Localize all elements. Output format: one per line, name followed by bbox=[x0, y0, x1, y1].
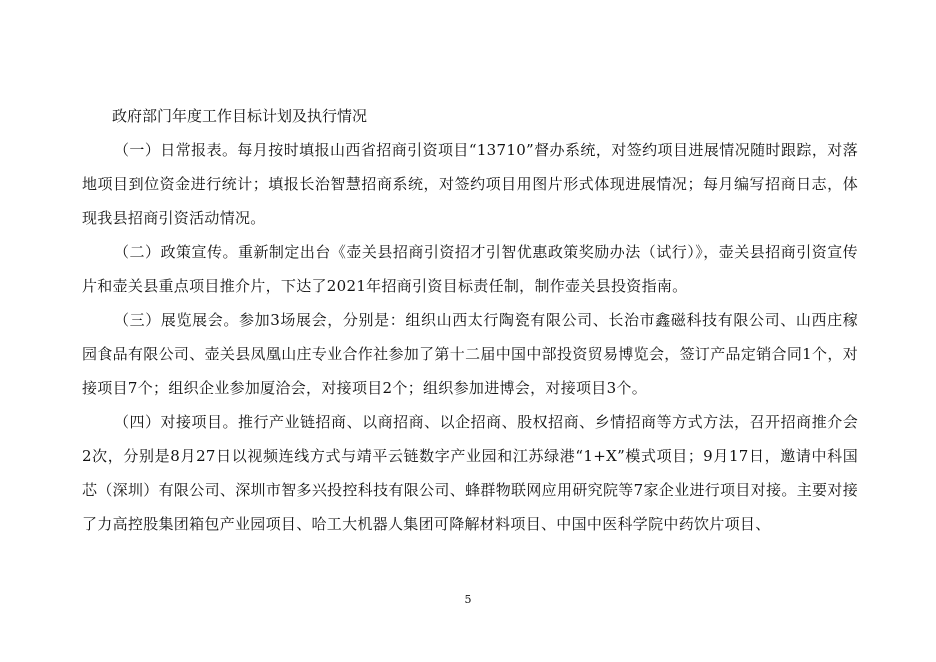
paragraph-daily-reports: （一）日常报表。每月按时填报山西省招商引资项目“13710”督办系统，对签约项目进展情况随时跟踪，对落地项目到位资金进行统计；填报长治智慧招商系统，对签约项目用图片形式体现进展情况；每月编写招商日志，体现我县招商引资活动情况。 bbox=[82, 141, 858, 227]
paragraph-exhibitions: （三）展览展会。参加3场展会，分别是：组织山西太行陶瓷有限公司、长治市鑫磁科技有限公司、山西庄稼园食品有限公司、壶关县凤凰山庄专业合作社参加了第十二届中国中部投资贸易博览会，签订产品定销合同1个，对接项目7个；组织企业参加厦洽会，对接项目2个；组织参加进博会，对接项目3个。 bbox=[82, 311, 858, 397]
paragraph-project-docking: （四）对接项目。推行产业链招商、以商招商、以企招商、股权招商、乡情招商等方式方法，召开招商推介会2次，分别是8月27日以视频连线方式与靖平云链数字产业园和江苏绿港“1+X”模式项目；9月17日，邀请中科国芯（深圳）有限公司、深圳市智多兴投控科技有限公司、蜂群物联网应用研究院等7家企业进行项目对接。主要对接了力高控股集团箱包产业园项目、哈工大机器人集团可降解材料项目、中国中医科学院中药饮片项目、 bbox=[82, 413, 858, 533]
paragraph-policy-promotion: （二）政策宣传。重新制定出台《壶关县招商引资招才引智优惠政策奖励办法（试行）》，壶关县招商引资宣传片和壶关县重点项目推介片，下达了2021年招商引资目标责任制，制作壶关县投资指南。 bbox=[82, 243, 858, 295]
page-number: 5 bbox=[464, 593, 472, 606]
document-body bbox=[82, 99, 858, 541]
document-heading: 政府部门年度工作目标计划及执行情况 bbox=[112, 107, 368, 125]
